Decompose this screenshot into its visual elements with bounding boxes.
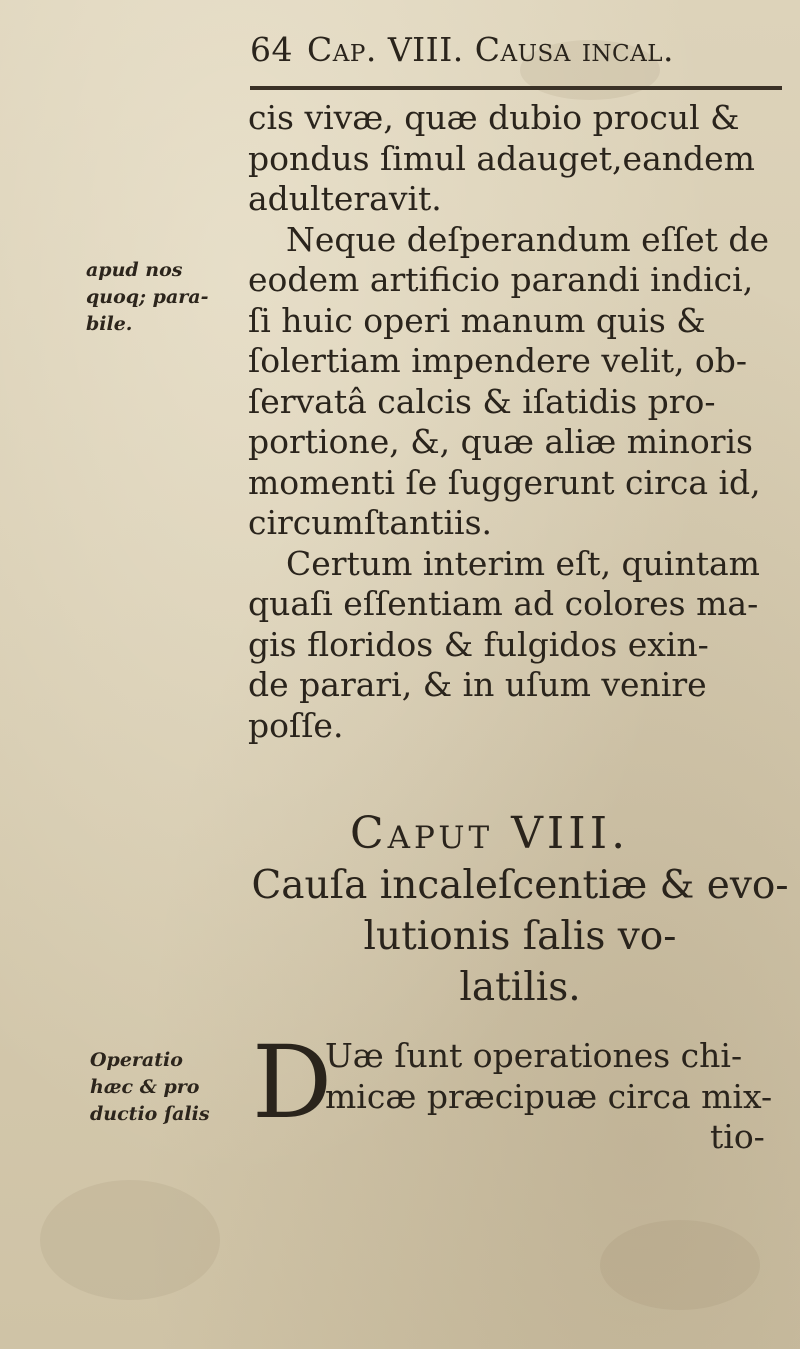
chapter-title-line: latilis. [459, 965, 581, 1010]
text-line: pondus ſimul adauget,eandem [248, 138, 755, 178]
text-line: adulteravit. [248, 179, 442, 218]
body-text [248, 98, 793, 746]
chapter-title-line: Cauſa incaleſcentiæ & evo- [251, 863, 789, 908]
drop-cap: D [252, 1024, 333, 1141]
catchword: tio- [710, 1117, 765, 1156]
page-number: 64 [250, 30, 293, 69]
text-line: momenti ſe ſuggerunt circa id, [248, 462, 761, 502]
margin-note-line: quoq; para- [86, 286, 209, 308]
chapter-title [250, 860, 790, 1013]
margin-note-line: ductio ſalis [90, 1103, 210, 1125]
text-line: Certum interim eſt, quintam [286, 543, 760, 583]
margin-note [90, 1047, 210, 1128]
margin-note-line: hæc & pro [90, 1076, 200, 1098]
margin-note-line: Operatio [90, 1049, 183, 1071]
text-line: Neque deſperandum eſſet de [286, 219, 770, 259]
text-line: quaſi eſſentiam ad colores ma- [248, 584, 759, 623]
text-line: circumſtantiis. [248, 503, 493, 542]
paper-stain [40, 1180, 220, 1300]
header-rule [250, 86, 782, 90]
text-line: ſervatâ calcis & iſatidis pro- [248, 381, 716, 421]
running-title: Cap. VIII. Causa incal. [307, 30, 675, 69]
opening-line: Uæ ſunt operationes chi- [325, 1036, 743, 1075]
paper-stain [600, 1220, 760, 1310]
text-line: portione, &, quæ aliæ minoris [248, 422, 753, 461]
text-line: ſi huic operi manum quis & [248, 300, 706, 340]
text-line: de parari, & in uſum venire [248, 665, 707, 704]
margin-note-line: bile. [86, 313, 133, 335]
chapter-heading: Caput VIII. [350, 808, 630, 859]
margin-note-line: apud nos [86, 259, 183, 281]
opening-line: micæ præcipuæ circa mix- [325, 1077, 773, 1116]
chapter-title-line: lutionis ſalis vo- [363, 914, 677, 959]
margin-note [86, 257, 209, 338]
text-line: cis vivæ, quæ dubio procul & [248, 98, 740, 137]
text-line: poſſe. [248, 705, 344, 745]
text-line: gis floridos & fulgidos exin- [248, 624, 709, 664]
text-line: eodem artificio parandi indici, [248, 260, 754, 299]
running-head [250, 30, 790, 69]
text-line: ſolertiam impendere velit, ob- [248, 341, 748, 380]
